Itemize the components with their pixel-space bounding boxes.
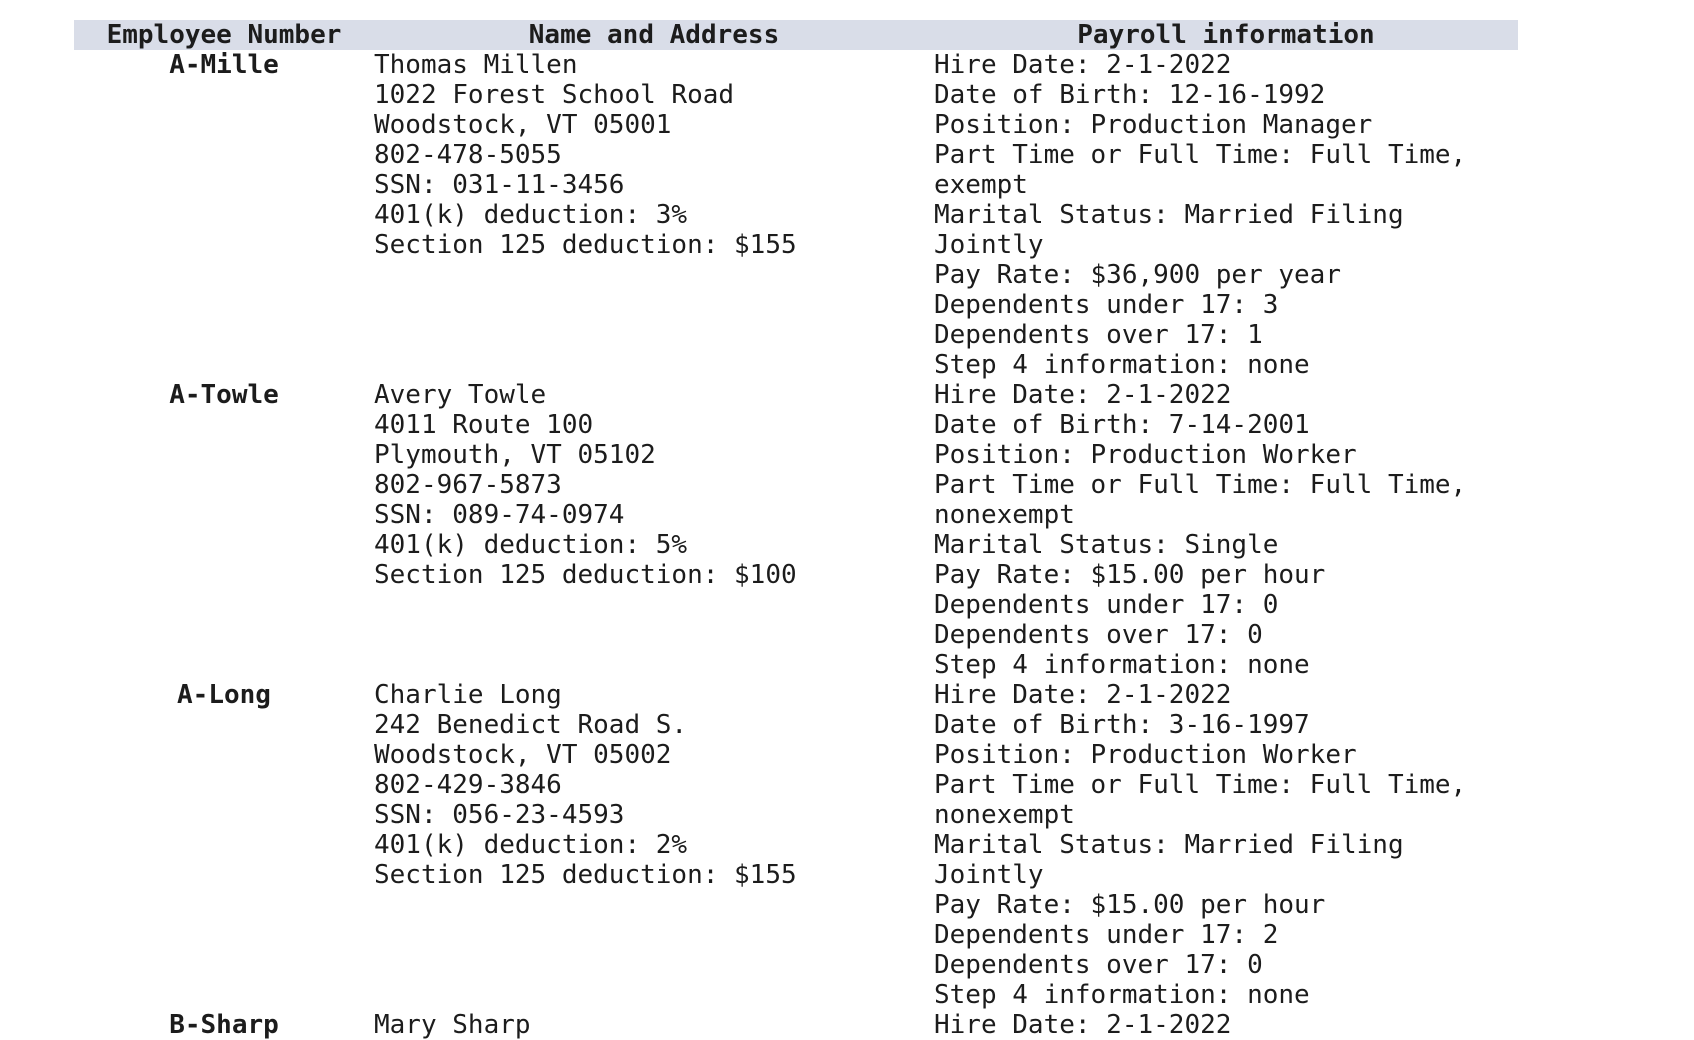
payroll-line: Part Time or Full Time: Full Time,: [934, 770, 1467, 800]
payroll-line: Part Time or Full Time: Full Time,: [934, 470, 1467, 500]
address-line: 401(k) deduction: 3%: [374, 200, 688, 230]
address-line: 802-478-5055: [374, 140, 562, 170]
name-address-cell: [374, 50, 934, 380]
payroll-cell: [934, 380, 1518, 680]
payroll-cell: [934, 50, 1518, 380]
payroll-line: Pay Rate: $15.00 per hour: [934, 560, 1326, 590]
payroll-line: Step 4 information: none: [934, 350, 1310, 380]
address-line: SSN: 056-23-4593: [374, 800, 625, 830]
header-payroll: Payroll information: [1077, 20, 1375, 50]
employee-table: [74, 20, 1518, 1040]
address-line: SSN: 089-74-0974: [374, 500, 625, 530]
employee-number: A-Towle: [169, 380, 279, 410]
payroll-line: Hire Date: 2-1-2022: [934, 380, 1232, 410]
payroll-line: Jointly: [934, 860, 1044, 890]
payroll-line: Position: Production Worker: [934, 740, 1357, 770]
payroll-line: Step 4 information: none: [934, 650, 1310, 680]
address-line: 401(k) deduction: 2%: [374, 830, 688, 860]
payroll-line: Part Time or Full Time: Full Time,: [934, 140, 1467, 170]
employee-row: [74, 380, 1518, 680]
table-header: [74, 20, 1518, 50]
employee-number: A-Long: [177, 680, 271, 710]
payroll-line: Date of Birth: 7-14-2001: [934, 410, 1310, 440]
address-line: 401(k) deduction: 5%: [374, 530, 688, 560]
address-line: Woodstock, VT 05001: [374, 110, 672, 140]
payroll-line: Pay Rate: $15.00 per hour: [934, 890, 1326, 920]
payroll-line: nonexempt: [934, 800, 1075, 830]
header-name-address: Name and Address: [528, 20, 780, 50]
address-line: 1022 Forest School Road: [374, 80, 735, 110]
payroll-line: Jointly: [934, 230, 1044, 260]
payroll-line: Pay Rate: $36,900 per year: [934, 260, 1341, 290]
address-line: Charlie Long: [374, 680, 562, 710]
payroll-line: Hire Date: 2-1-2022: [934, 1010, 1232, 1040]
address-line: Plymouth, VT 05102: [374, 440, 656, 470]
address-line: SSN: 031-11-3456: [374, 170, 625, 200]
address-line: Section 125 deduction: $155: [374, 860, 797, 890]
employee-row: [74, 680, 1518, 1010]
payroll-line: Dependents over 17: 0: [934, 620, 1263, 650]
address-line: 242 Benedict Road S.: [374, 710, 688, 740]
payroll-line: Hire Date: 2-1-2022: [934, 50, 1232, 80]
payroll-line: Dependents under 17: 2: [934, 920, 1279, 950]
payroll-line: Dependents over 17: 1: [934, 320, 1263, 350]
payroll-line: Date of Birth: 12-16-1992: [934, 80, 1326, 110]
payroll-line: Position: Production Worker: [934, 440, 1357, 470]
address-line: 4011 Route 100: [374, 410, 594, 440]
address-line: 802-967-5873: [374, 470, 562, 500]
employee-number: B-Sharp: [169, 1010, 279, 1040]
name-address-cell: [374, 380, 934, 680]
employee-row-partial: [74, 1010, 1518, 1040]
payroll-cell: [934, 680, 1518, 1010]
employee-row: [74, 50, 1518, 380]
payroll-line: Marital Status: Single: [934, 530, 1279, 560]
payroll-line: Step 4 information: none: [934, 980, 1310, 1010]
payroll-line: Date of Birth: 3-16-1997: [934, 710, 1310, 740]
header-employee-number: Employee Number: [106, 20, 342, 50]
payroll-line: Hire Date: 2-1-2022: [934, 680, 1232, 710]
name-address-cell: [374, 680, 934, 1010]
payroll-line: Dependents over 17: 0: [934, 950, 1263, 980]
employee-number: A-Mille: [169, 50, 279, 80]
payroll-line: Position: Production Manager: [934, 110, 1373, 140]
address-line: 802-429-3846: [374, 770, 562, 800]
address-line: Section 125 deduction: $100: [374, 560, 797, 590]
payroll-line: nonexempt: [934, 500, 1075, 530]
address-line: Section 125 deduction: $155: [374, 230, 797, 260]
payroll-line: exempt: [934, 170, 1028, 200]
address-line: Mary Sharp: [374, 1010, 531, 1040]
payroll-line: Marital Status: Married Filing: [934, 200, 1404, 230]
payroll-line: Marital Status: Married Filing: [934, 830, 1404, 860]
payroll-line: Dependents under 17: 0: [934, 590, 1279, 620]
address-line: Avery Towle: [374, 380, 547, 410]
address-line: Woodstock, VT 05002: [374, 740, 672, 770]
employee-rows: [74, 50, 1518, 1010]
payroll-line: Dependents under 17: 3: [934, 290, 1279, 320]
address-line: Thomas Millen: [374, 50, 578, 80]
